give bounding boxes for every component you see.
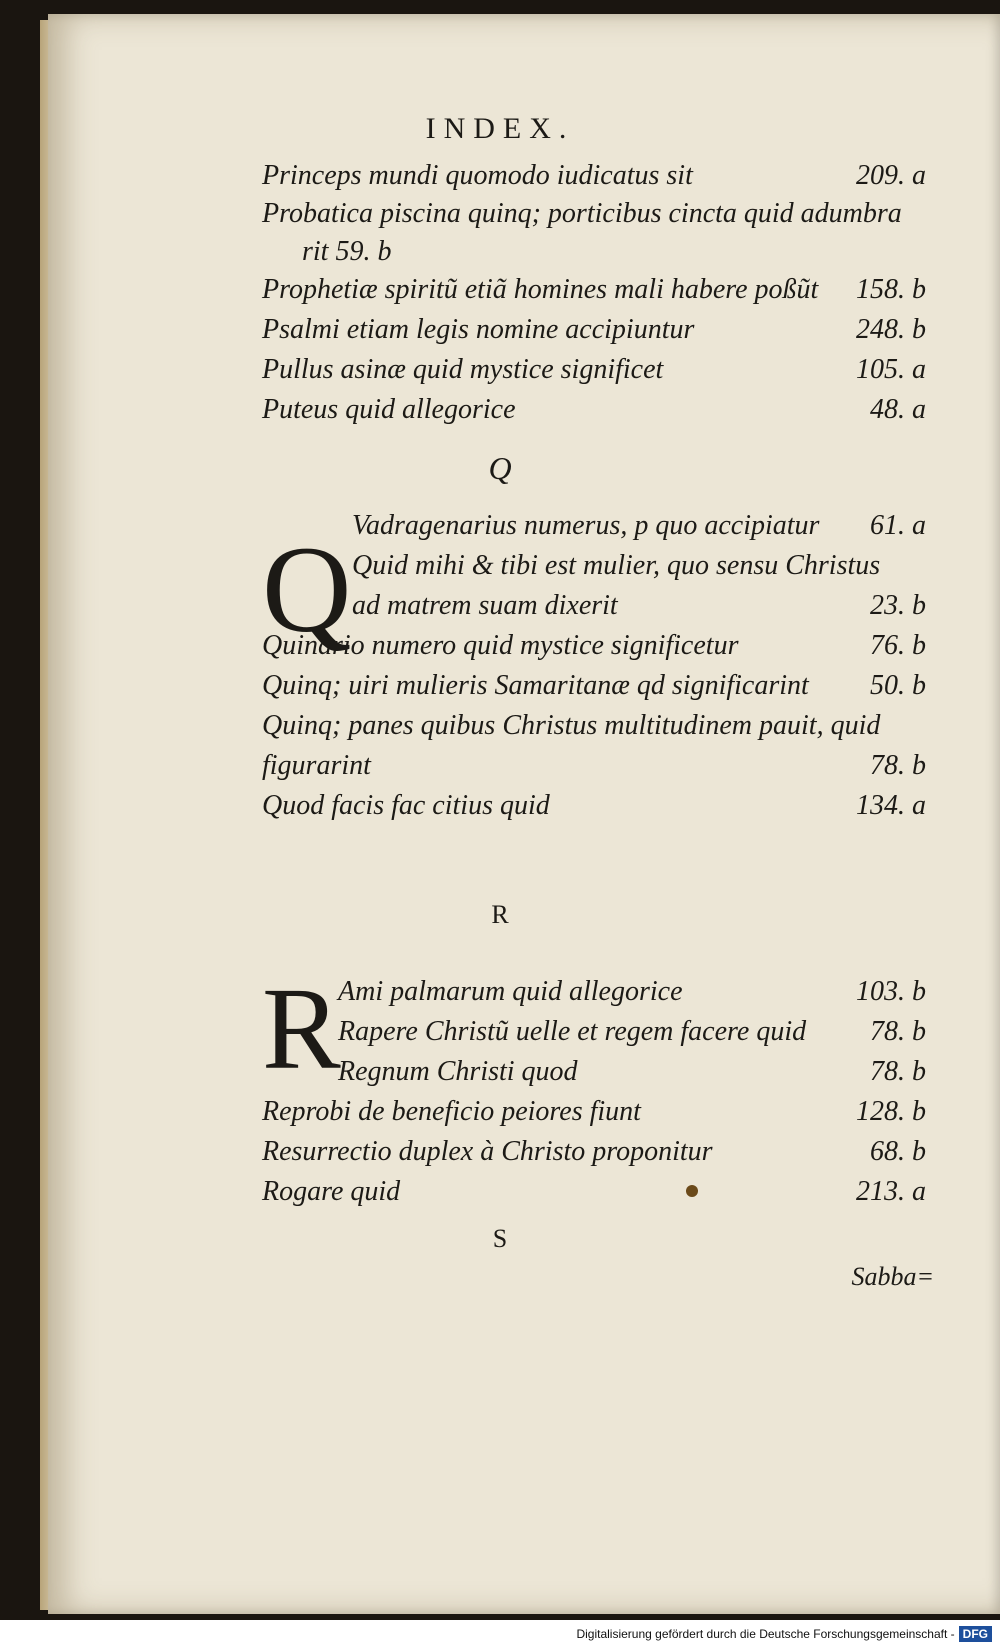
ink-dot [686,1185,698,1197]
catchword: Sabba= [851,1262,934,1291]
dfg-logo: DFG [959,1626,992,1642]
digitization-footer [0,1620,1000,1648]
section-letter-r: R [491,900,509,929]
drop-cap-r: R [262,963,341,1094]
drop-cap-q: Q [262,521,352,658]
section-letter-q: Q [488,450,512,486]
footer-text: Digitalisierung gefördert durch die Deutsche Forschungsgemeinschaft - [576,1627,955,1641]
running-head: INDEX. [425,112,575,145]
section-letter-s: S [492,1224,508,1253]
